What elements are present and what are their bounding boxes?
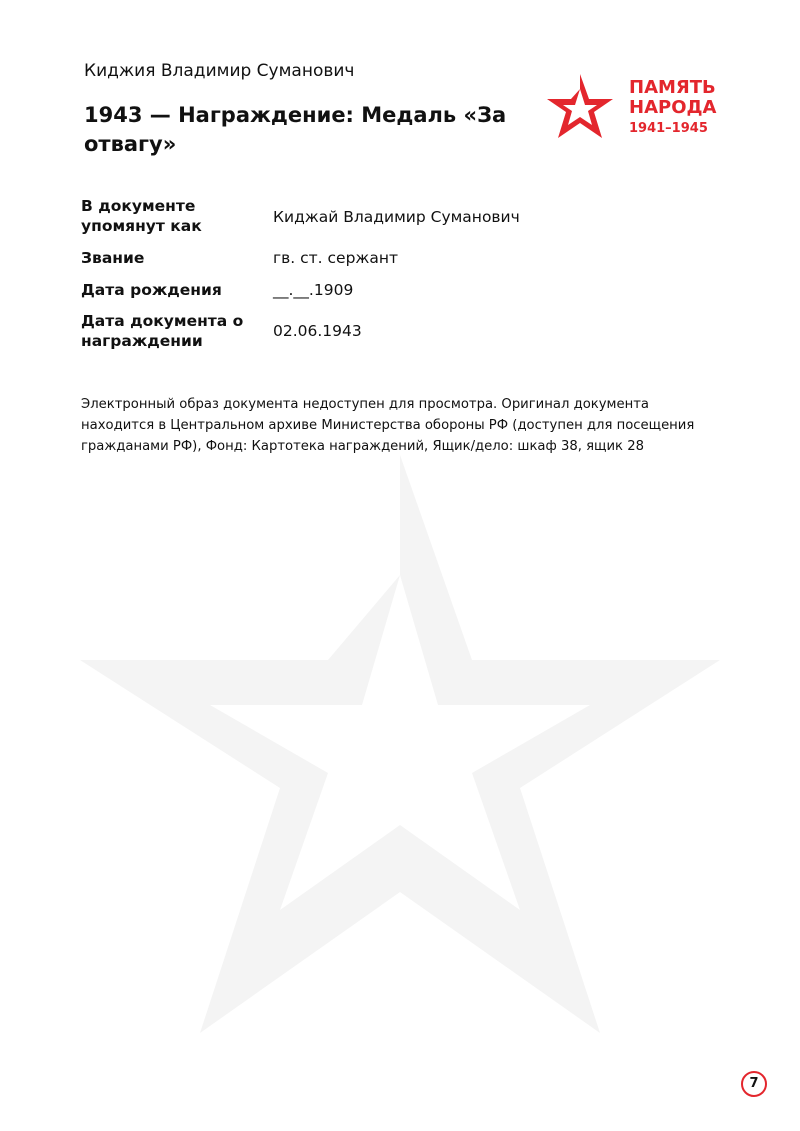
red-star-icon bbox=[545, 72, 615, 142]
fact-value: __.__.1909 bbox=[273, 281, 354, 299]
page-number: 7 bbox=[741, 1071, 767, 1097]
fact-label: В документе упомянут как bbox=[81, 197, 202, 235]
logo-years: 1941–1945 bbox=[629, 121, 708, 136]
fact-label: Дата рождения bbox=[81, 281, 222, 299]
fact-value: гв. ст. сержант bbox=[273, 249, 399, 267]
logo-text-line1: ПАМЯТЬ bbox=[629, 77, 716, 98]
fact-label: Дата документа о награждении bbox=[81, 312, 244, 350]
pamyat-naroda-logo bbox=[545, 72, 735, 144]
archive-note: Электронный образ документа недоступен для просмотра. Оригинал документа находится в Центральном архиве Министерства обороны РФ (доступен для посещения гражданами РФ), Фонд: Картотека награждений, Ящик/дело: шкаф 38, ящик 28 bbox=[81, 397, 695, 454]
star-watermark-icon bbox=[70, 455, 730, 1055]
fact-value: Киджай Владимир Суманович bbox=[273, 208, 520, 226]
logo-text-line2: НАРОДА bbox=[629, 97, 717, 118]
fact-label: Звание bbox=[81, 249, 145, 267]
page-title: 1943 — Награждение: Медаль «За отвагу» bbox=[84, 103, 507, 156]
person-name: Киджия Владимир Суманович bbox=[84, 61, 355, 81]
fact-value: 02.06.1943 bbox=[273, 322, 362, 340]
